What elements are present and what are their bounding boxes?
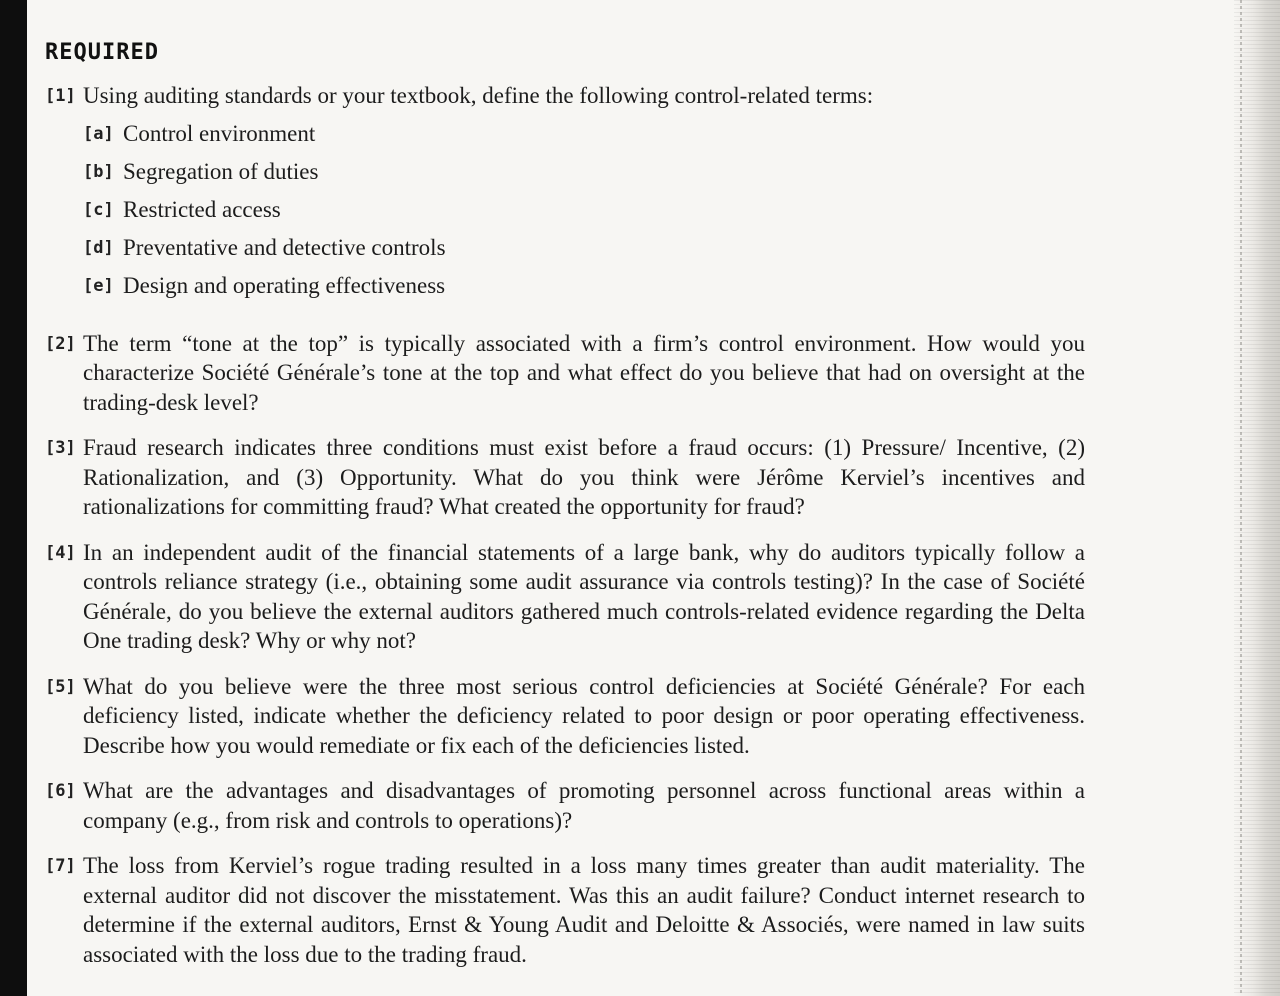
subitem-text: Restricted access (123, 196, 281, 222)
subitem-text: Preventative and detective controls (123, 234, 446, 260)
scan-right-edge (1234, 0, 1280, 996)
subitem-text: Design and operating effectiveness (123, 272, 446, 298)
subitem-text: Control environment (123, 120, 316, 146)
question-number: [3] (45, 438, 76, 458)
question-4 (45, 538, 1085, 656)
scan-left-edge (0, 0, 27, 996)
subitem-label: [b] (83, 161, 114, 182)
question-number: [6] (45, 781, 76, 801)
subitem (83, 115, 1085, 153)
question-3 (45, 433, 1085, 522)
subitem-label: [e] (83, 275, 114, 296)
subitem-text: Segregation of duties (123, 158, 319, 184)
question-number: [4] (45, 542, 76, 563)
question-number: [5] (45, 676, 76, 697)
subitem-label: [c] (83, 199, 114, 220)
question-text: Fraud research indicates three conditions must exist before a fraud occurs: (1) Pressure/ Incentive, (2) Rationalization, and (3) Opportunity. What do you think were Jérôme Kerviel’s incentives and rationalizations for committing fraud? What created the opportunity for fraud? (83, 435, 1085, 519)
section-heading: REQUIRED (45, 40, 159, 65)
question-number: [2] (45, 333, 76, 354)
question-5 (45, 672, 1085, 761)
question-7 (45, 851, 1085, 969)
question-text: The loss from Kerviel’s rogue trading resulted in a loss many times greater than audit materiality. The external auditor did not discover the misstatement. Was this an audit failure? Conduct internet research to determine if the external auditors, Ernst & Young Audit and Deloitte & Associés, were named in law suits associated with the loss due to the trading fraud. (83, 853, 1085, 967)
subitem (83, 153, 1085, 191)
subitem-list (83, 115, 1085, 305)
subitem-label: [a] (83, 123, 114, 144)
question-text: Using auditing standards or your textbook, define the following control-related terms: (83, 83, 874, 108)
subitem (83, 191, 1085, 229)
question-number: [1] (45, 86, 76, 106)
question-1 (45, 81, 1085, 111)
subitem (83, 267, 1085, 305)
question-text: The term “tone at the top” is typically associated with a firm’s control environment. How would you characterize Société Générale’s tone at the top and what effect do you believe that had on oversight at the trading-desk level? (83, 330, 1085, 415)
question-text: What are the advantages and disadvantages of promoting personnel across functional areas within a company (e.g., from risk and controls to operations)? (83, 778, 1085, 833)
question-6 (45, 776, 1085, 835)
question-number: [7] (45, 856, 76, 876)
subitem (83, 229, 1085, 267)
document-page (45, 40, 1085, 985)
question-text: What do you believe were the three most serious control deficiencies at Société Générale? For each deficiency listed, indicate whether the deficiency related to poor design or poor operating effectiveness. Describe how you would remediate or fix each of the deficiencies listed. (83, 673, 1085, 758)
subitem-label: [d] (83, 237, 114, 258)
question-text: In an independent audit of the financial statements of a large bank, why do auditors typically follow a controls reliance strategy (i.e., obtaining some audit assurance via controls testing)? In the case of Société Générale, do you believe the external auditors gathered much controls-related evidence regarding the Delta One trading desk? Why or why not? (83, 539, 1085, 653)
question-2 (45, 329, 1085, 418)
